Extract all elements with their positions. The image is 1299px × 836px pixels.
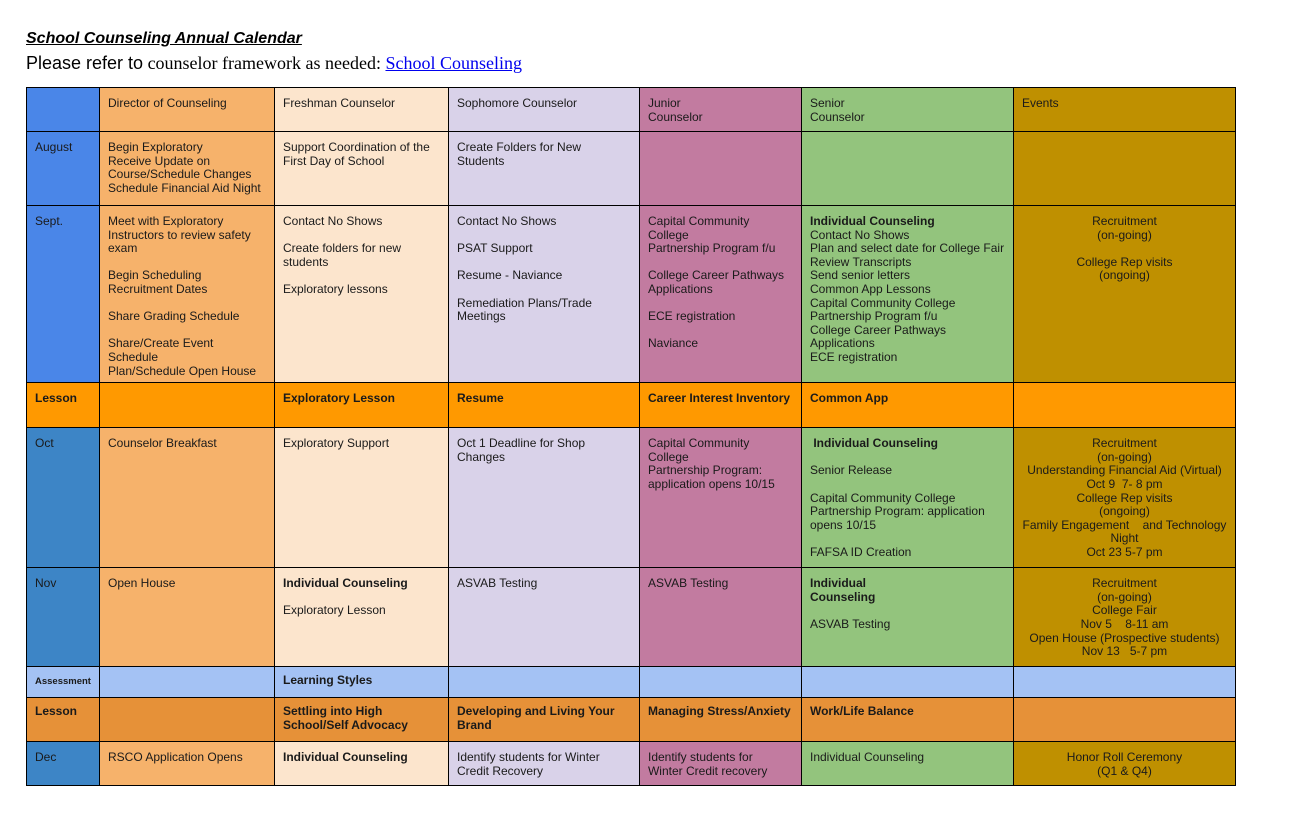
cell-text: First Day of School	[282, 153, 385, 168]
header-senior	[801, 88, 1013, 132]
header-label: Senior	[809, 96, 845, 110]
cell-text: College Rep visits	[1076, 254, 1173, 269]
cell-text: Share/Create Event Schedule	[107, 336, 214, 364]
cell-text: Partnership Program f/u	[809, 309, 938, 324]
cell-text: Understanding Financial Aid (Virtual)	[1027, 463, 1222, 478]
header-label: Director of Counseling	[107, 96, 227, 110]
cell-director	[99, 698, 274, 742]
cell-text: (ongoing)	[1099, 504, 1150, 519]
cell-text: Winter Credit recovery	[647, 763, 768, 778]
cell-text: Nov 13 5-7 pm	[1081, 644, 1168, 659]
cell-text: Identify students for Winter	[456, 750, 600, 765]
cell-events	[1013, 667, 1235, 698]
cell-freshman	[274, 132, 448, 206]
row-label-cell	[27, 698, 100, 742]
cell-text: Night	[1110, 531, 1139, 546]
cell-senior	[801, 667, 1013, 698]
month-cell	[27, 742, 100, 786]
cell-freshman	[274, 742, 448, 786]
header-row	[27, 88, 1236, 132]
cell-senior	[801, 132, 1013, 206]
cell-text: College Fair	[1092, 603, 1157, 618]
cell-text: Begin Scheduling	[107, 268, 202, 283]
cell-events	[1013, 428, 1235, 568]
cell-text: Individual Counseling	[809, 436, 938, 451]
table-row-lesson	[27, 383, 1236, 428]
cell-text: Applications	[809, 336, 875, 351]
subtitle	[26, 53, 522, 74]
cell-director	[99, 206, 274, 383]
cell-text: Create folders for new	[282, 241, 402, 256]
row-label-cell	[27, 383, 100, 428]
cell-text: Individual	[809, 576, 866, 591]
cell-sophomore	[448, 568, 639, 667]
cell-text: Individual Counseling	[282, 576, 408, 591]
cell-text: RSCO Application Opens	[107, 750, 243, 765]
cell-text: School/Self Advocacy	[282, 717, 408, 732]
cell-text: Developing and Living Your	[456, 704, 615, 719]
cell-text: Changes	[456, 449, 506, 464]
cell-events	[1013, 698, 1235, 742]
cell-text: (on-going)	[1097, 449, 1152, 464]
cell-text: Oct 1 Deadline for Shop	[456, 436, 586, 451]
header-label: Counselor	[809, 109, 865, 124]
table-row-dec	[27, 742, 1236, 786]
cell-director	[99, 742, 274, 786]
cell-text: ASVAB Testing	[647, 576, 729, 591]
cell-text: (on-going)	[1097, 227, 1152, 242]
cell-text: ASVAB Testing	[809, 616, 891, 631]
cell-text: Course/Schedule Changes	[107, 167, 252, 182]
header-label: Events	[1021, 96, 1059, 110]
cell-text: Contact No Shows	[456, 214, 557, 228]
cell-text: Open House (Prospective students)	[1029, 630, 1220, 645]
table-row-lesson	[27, 698, 1236, 742]
cell-text: opens 10/15	[809, 517, 877, 532]
cell-sophomore	[448, 206, 639, 383]
header-corner	[27, 88, 100, 132]
cell-text: Contact No Shows	[809, 227, 910, 242]
table-row-oct	[27, 428, 1236, 568]
cell-director	[99, 383, 274, 428]
cell-events	[1013, 383, 1235, 428]
cell-text: (on-going)	[1097, 589, 1152, 604]
cell-text: College Career Pathways	[809, 322, 947, 337]
cell-text: Individual Counseling	[809, 214, 935, 228]
cell-text: Identify students for	[647, 750, 753, 765]
cell-junior	[639, 206, 801, 383]
cell-junior	[639, 568, 801, 667]
cell-sophomore	[448, 132, 639, 206]
cell-senior	[801, 383, 1013, 428]
month-label: Oct	[35, 436, 54, 451]
cell-text: Common App Lessons	[809, 281, 931, 296]
cell-text: Individual Counseling	[809, 750, 925, 765]
header-label: Freshman Counselor	[282, 96, 396, 110]
cell-text: Family Engagement and Technology	[1022, 517, 1227, 532]
cell-text: ECE registration	[647, 309, 736, 324]
cell-text: Senior Release	[809, 463, 893, 478]
cell-text: Managing Stress/Anxiety	[647, 704, 791, 719]
header-label: Counselor	[647, 109, 703, 124]
subtitle-text-sans: Please refer to	[26, 53, 144, 73]
cell-text: Individual Counseling	[282, 750, 408, 765]
cell-senior	[801, 742, 1013, 786]
cell-text: Meetings	[456, 309, 506, 324]
cell-text: Capital Community College	[809, 490, 956, 505]
cell-text: students	[282, 254, 329, 269]
table-row-nov	[27, 568, 1236, 667]
row-label: Lesson	[35, 391, 78, 406]
cell-events	[1013, 206, 1235, 383]
cell-text: Plan/Schedule Open House	[107, 363, 257, 378]
month-label: Nov	[35, 576, 57, 591]
cell-text: Share Grading Schedule	[107, 309, 240, 324]
cell-text: Schedule Financial Aid Night	[107, 180, 261, 195]
cell-events	[1013, 132, 1235, 206]
cell-freshman	[274, 428, 448, 568]
cell-junior	[639, 667, 801, 698]
page-title: School Counseling Annual Calendar	[26, 30, 302, 47]
cell-text: College Career Pathways	[647, 268, 785, 283]
cell-text: Exploratory lessons	[282, 281, 388, 296]
cell-text: PSAT Support	[456, 241, 533, 256]
cell-text: Oct 9 7- 8 pm	[1086, 476, 1163, 491]
header-sophomore	[448, 88, 639, 132]
cell-text: Remediation Plans/Trade	[456, 295, 592, 310]
cell-sophomore	[448, 742, 639, 786]
cell-director	[99, 667, 274, 698]
cell-text: Settling into High	[282, 704, 383, 719]
calendar-table	[26, 87, 1236, 786]
cell-junior	[639, 383, 801, 428]
cell-text: (Q1 & Q4)	[1097, 763, 1152, 778]
header-label: Sophomore Counselor	[456, 96, 578, 110]
cell-junior	[639, 132, 801, 206]
cell-freshman	[274, 667, 448, 698]
cell-text: Resume	[456, 391, 504, 406]
cell-text: (ongoing)	[1099, 268, 1150, 283]
cell-text: Partnership Program:	[647, 463, 763, 478]
month-cell	[27, 132, 100, 206]
row-label: Lesson	[35, 704, 78, 719]
cell-text: Recruitment	[1092, 436, 1157, 451]
cell-text: Resume - Naviance	[456, 268, 563, 283]
cell-junior	[639, 742, 801, 786]
cell-junior	[639, 428, 801, 568]
cell-text: Receive Update on	[107, 153, 211, 168]
month-label: Dec	[35, 750, 57, 765]
cell-events	[1013, 742, 1235, 786]
cell-senior	[801, 568, 1013, 667]
cell-text: Review Transcripts	[809, 254, 912, 269]
table-row-sept	[27, 206, 1236, 383]
cell-text: Capital Community College	[809, 295, 956, 310]
subtitle-text-serif: counselor framework as needed:	[143, 53, 386, 73]
cell-text: Meet with Exploratory	[107, 214, 224, 228]
cell-events	[1013, 568, 1235, 667]
cell-text: Oct 23 5-7 pm	[1086, 544, 1163, 559]
cell-sophomore	[448, 383, 639, 428]
month-cell	[27, 206, 100, 383]
cell-text: Recruitment	[1092, 576, 1157, 591]
cell-text: Exploratory Lesson	[282, 391, 396, 406]
cell-freshman	[274, 383, 448, 428]
cell-text: Plan and select date for College Fair	[809, 241, 1005, 256]
row-label-cell	[27, 667, 100, 698]
cell-text: Open House	[107, 576, 176, 591]
cell-freshman	[274, 206, 448, 383]
cell-director	[99, 428, 274, 568]
cell-text: Counselor Breakfast	[107, 436, 217, 451]
cell-text: Brand	[456, 717, 492, 732]
cell-sophomore	[448, 667, 639, 698]
cell-sophomore	[448, 428, 639, 568]
cell-text: Create Folders for New Students	[456, 140, 582, 168]
cell-text: Instructors to review safety	[107, 227, 251, 242]
cell-text: Work/Life Balance	[809, 704, 914, 719]
cell-text: Recruitment Dates	[107, 281, 208, 296]
cell-text: ECE registration	[809, 349, 898, 364]
cell-text: Exploratory Lesson	[282, 603, 386, 618]
cell-text: College Rep visits	[1076, 490, 1173, 505]
cell-freshman	[274, 698, 448, 742]
cell-text: Counseling	[809, 589, 876, 604]
header-events	[1013, 88, 1235, 132]
cell-text: Begin Exploratory	[107, 140, 203, 154]
table-row-assessment	[27, 667, 1236, 698]
cell-sophomore	[448, 698, 639, 742]
cell-text: ASVAB Testing	[456, 576, 538, 591]
cell-text: Capital Community College	[647, 214, 750, 242]
cell-text: Capital Community College	[647, 436, 750, 464]
month-label: August	[35, 140, 73, 154]
header-director	[99, 88, 274, 132]
cell-senior	[801, 206, 1013, 383]
header-freshman	[274, 88, 448, 132]
cell-text: Nov 5 8-11 am	[1080, 616, 1169, 631]
cell-director	[99, 568, 274, 667]
cell-text: FAFSA ID Creation	[809, 544, 912, 559]
cell-text: Honor Roll Ceremony	[1066, 750, 1183, 765]
cell-text: Support Coordination of the	[282, 140, 430, 154]
cell-director	[99, 132, 274, 206]
school-counseling-link[interactable]: School Counseling	[385, 53, 522, 73]
cell-text: Exploratory Support	[282, 436, 390, 451]
cell-text: Partnership Program: application	[809, 504, 985, 519]
table-row-august	[27, 132, 1236, 206]
cell-text: exam	[107, 241, 138, 256]
cell-text: Common App	[809, 391, 889, 406]
header-label: Junior	[647, 96, 681, 110]
cell-text: Partnership Program f/u	[647, 241, 776, 256]
cell-text: Contact No Shows	[282, 214, 383, 228]
cell-text: Recruitment	[1092, 214, 1157, 228]
month-label: Sept.	[35, 214, 64, 228]
month-cell	[27, 428, 100, 568]
row-label: Assessment	[35, 676, 91, 688]
cell-senior	[801, 698, 1013, 742]
cell-text: Credit Recovery	[456, 763, 544, 778]
cell-junior	[639, 698, 801, 742]
cell-freshman	[274, 568, 448, 667]
month-cell	[27, 568, 100, 667]
cell-text: Career Interest Inventory	[647, 391, 791, 406]
cell-text: Naviance	[647, 336, 699, 351]
header-junior	[639, 88, 801, 132]
cell-text: Send senior letters	[809, 268, 911, 283]
cell-text: Applications	[647, 281, 713, 296]
cell-text: application opens 10/15	[647, 476, 775, 491]
cell-senior	[801, 428, 1013, 568]
cell-text: Learning Styles	[282, 673, 373, 688]
